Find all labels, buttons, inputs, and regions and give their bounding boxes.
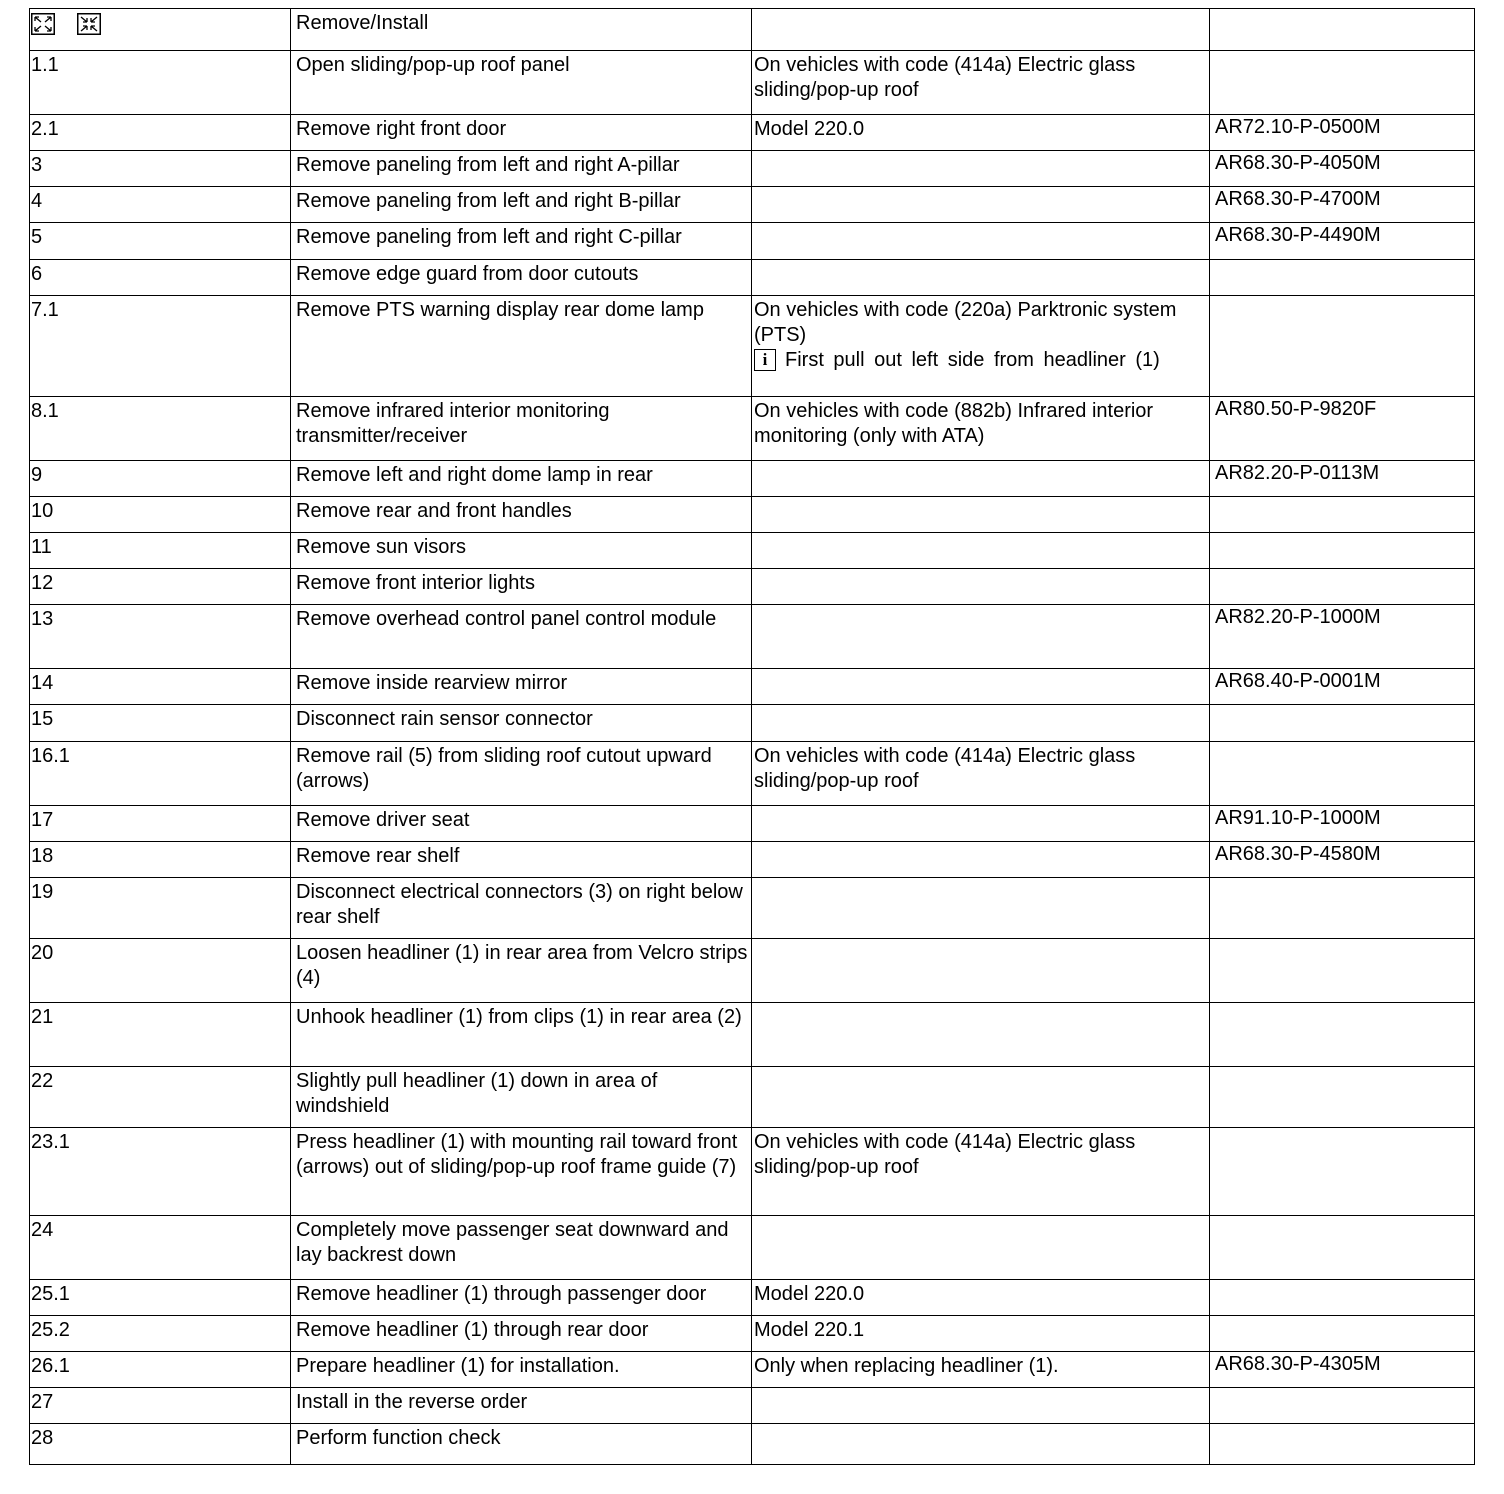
table-row bbox=[30, 533, 1475, 569]
step-action: Remove sun visors bbox=[291, 533, 752, 569]
document-reference: AR82.20-P-1000M bbox=[1210, 605, 1475, 669]
table-row bbox=[30, 187, 1475, 223]
table-row bbox=[30, 569, 1475, 605]
expand-corners-icon[interactable] bbox=[31, 13, 55, 35]
document-reference: AR68.30-P-4700M bbox=[1210, 187, 1475, 223]
step-condition: On vehicles with code (414a) Electric glass sliding/pop-up roof bbox=[752, 742, 1210, 806]
step-condition bbox=[752, 260, 1210, 296]
procedure-table-body bbox=[30, 9, 1475, 1465]
step-action: Remove paneling from left and right A-pillar bbox=[291, 151, 752, 187]
step-action: Remove paneling from left and right B-pillar bbox=[291, 187, 752, 223]
step-condition bbox=[752, 497, 1210, 533]
table-row bbox=[30, 397, 1475, 461]
document-reference: AR72.10-P-0500M bbox=[1210, 115, 1475, 151]
document-reference bbox=[1210, 1388, 1475, 1424]
table-row bbox=[30, 605, 1475, 669]
step-action: Completely move passenger seat downward and lay backrest down bbox=[291, 1216, 752, 1280]
document-reference bbox=[1210, 260, 1475, 296]
document-reference bbox=[1210, 1280, 1475, 1316]
document-reference: AR68.30-P-4050M bbox=[1210, 151, 1475, 187]
document-reference bbox=[1210, 1003, 1475, 1067]
document-reference bbox=[1210, 705, 1475, 742]
document-reference: AR68.30-P-4580M bbox=[1210, 842, 1475, 878]
condition-text: On vehicles with code (220a) Parktronic system (PTS) bbox=[754, 299, 1177, 346]
document-reference: AR80.50-P-9820F bbox=[1210, 397, 1475, 461]
document-reference: AR91.10-P-1000M bbox=[1210, 806, 1475, 842]
step-number: 5 bbox=[30, 223, 291, 260]
step-number: 23.1 bbox=[30, 1128, 291, 1216]
document-reference bbox=[1210, 569, 1475, 605]
header-label: Remove/Install bbox=[291, 9, 752, 51]
step-condition: On vehicles with code (414a) Electric glass sliding/pop-up roof bbox=[752, 51, 1210, 115]
step-number: 10 bbox=[30, 497, 291, 533]
document-reference: AR68.30-P-4490M bbox=[1210, 223, 1475, 260]
step-number: 25.1 bbox=[30, 1280, 291, 1316]
step-condition bbox=[752, 569, 1210, 605]
step-condition bbox=[752, 187, 1210, 223]
document-reference bbox=[1210, 1216, 1475, 1280]
step-number: 16.1 bbox=[30, 742, 291, 806]
step-condition bbox=[752, 669, 1210, 705]
table-row bbox=[30, 842, 1475, 878]
step-action: Remove rail (5) from sliding roof cutout upward (arrows) bbox=[291, 742, 752, 806]
step-condition bbox=[752, 1424, 1210, 1465]
step-number: 1.1 bbox=[30, 51, 291, 115]
step-condition: Model 220.1 bbox=[752, 1316, 1210, 1352]
step-condition: Model 220.0 bbox=[752, 115, 1210, 151]
header-condition-cell bbox=[752, 9, 1210, 51]
step-action: Remove right front door bbox=[291, 115, 752, 151]
table-row bbox=[30, 878, 1475, 939]
table-row bbox=[30, 497, 1475, 533]
table-row bbox=[30, 1316, 1475, 1352]
document-reference bbox=[1210, 1067, 1475, 1128]
table-row bbox=[30, 1067, 1475, 1128]
document-reference: AR68.30-P-4305M bbox=[1210, 1352, 1475, 1388]
step-number: 2.1 bbox=[30, 115, 291, 151]
step-number: 21 bbox=[30, 1003, 291, 1067]
info-note-text: First pull out left side from headliner (1) bbox=[785, 349, 1160, 371]
step-condition: On vehicles with code (882b) Infrared interior monitoring (only with ATA) bbox=[752, 397, 1210, 461]
document-reference: AR82.20-P-0113M bbox=[1210, 461, 1475, 497]
step-condition bbox=[752, 1388, 1210, 1424]
step-action: Disconnect rain sensor connector bbox=[291, 705, 752, 742]
step-number: 11 bbox=[30, 533, 291, 569]
table-row bbox=[30, 1388, 1475, 1424]
step-action: Remove headliner (1) through rear door bbox=[291, 1316, 752, 1352]
step-number: 17 bbox=[30, 806, 291, 842]
header-icons-cell bbox=[30, 9, 291, 51]
document-reference bbox=[1210, 1424, 1475, 1465]
table-row bbox=[30, 1352, 1475, 1388]
step-number: 25.2 bbox=[30, 1316, 291, 1352]
step-condition bbox=[752, 939, 1210, 1003]
document-reference bbox=[1210, 1316, 1475, 1352]
step-number: 24 bbox=[30, 1216, 291, 1280]
document-reference bbox=[1210, 1128, 1475, 1216]
step-number: 13 bbox=[30, 605, 291, 669]
step-number: 28 bbox=[30, 1424, 291, 1465]
step-number: 18 bbox=[30, 842, 291, 878]
table-row bbox=[30, 806, 1475, 842]
table-row bbox=[30, 742, 1475, 806]
table-row bbox=[30, 669, 1475, 705]
step-action: Remove PTS warning display rear dome lamp bbox=[291, 296, 752, 397]
step-action: Remove driver seat bbox=[291, 806, 752, 842]
step-condition bbox=[752, 223, 1210, 260]
step-number: 20 bbox=[30, 939, 291, 1003]
step-action: Remove left and right dome lamp in rear bbox=[291, 461, 752, 497]
procedure-table bbox=[29, 8, 1475, 1465]
step-action: Remove headliner (1) through passenger door bbox=[291, 1280, 752, 1316]
step-condition bbox=[752, 605, 1210, 669]
table-row bbox=[30, 223, 1475, 260]
step-action: Remove overhead control panel control module bbox=[291, 605, 752, 669]
step-action: Remove infrared interior monitoring transmitter/receiver bbox=[291, 397, 752, 461]
step-condition bbox=[752, 296, 1210, 397]
step-condition bbox=[752, 806, 1210, 842]
step-condition bbox=[752, 151, 1210, 187]
table-row bbox=[30, 1128, 1475, 1216]
step-action: Remove rear and front handles bbox=[291, 497, 752, 533]
step-action: Loosen headliner (1) in rear area from Velcro strips (4) bbox=[291, 939, 752, 1003]
step-number: 6 bbox=[30, 260, 291, 296]
step-number: 22 bbox=[30, 1067, 291, 1128]
header-row bbox=[30, 9, 1475, 51]
step-number: 9 bbox=[30, 461, 291, 497]
step-condition bbox=[752, 705, 1210, 742]
step-condition bbox=[752, 1067, 1210, 1128]
collapse-corners-icon[interactable] bbox=[77, 13, 101, 35]
step-number: 26.1 bbox=[30, 1352, 291, 1388]
step-number: 7.1 bbox=[30, 296, 291, 397]
document-reference bbox=[1210, 497, 1475, 533]
step-number: 3 bbox=[30, 151, 291, 187]
step-condition bbox=[752, 1003, 1210, 1067]
step-condition bbox=[752, 461, 1210, 497]
step-action: Remove rear shelf bbox=[291, 842, 752, 878]
header-ref-cell bbox=[1210, 9, 1475, 51]
document-reference bbox=[1210, 533, 1475, 569]
step-action: Press headliner (1) with mounting rail toward front (arrows) out of sliding/pop-up roof frame guide (7) bbox=[291, 1128, 752, 1216]
step-condition bbox=[752, 878, 1210, 939]
document-reference bbox=[1210, 51, 1475, 115]
step-action: Unhook headliner (1) from clips (1) in rear area (2) bbox=[291, 1003, 752, 1067]
table-row bbox=[30, 115, 1475, 151]
step-number: 12 bbox=[30, 569, 291, 605]
table-row bbox=[30, 1003, 1475, 1067]
step-number: 4 bbox=[30, 187, 291, 223]
table-row bbox=[30, 461, 1475, 497]
document-reference bbox=[1210, 939, 1475, 1003]
step-action: Remove inside rearview mirror bbox=[291, 669, 752, 705]
step-action: Perform function check bbox=[291, 1424, 752, 1465]
step-action: Install in the reverse order bbox=[291, 1388, 752, 1424]
step-condition bbox=[752, 842, 1210, 878]
table-row bbox=[30, 939, 1475, 1003]
step-action: Remove edge guard from door cutouts bbox=[291, 260, 752, 296]
step-action: Remove paneling from left and right C-pillar bbox=[291, 223, 752, 260]
step-number: 15 bbox=[30, 705, 291, 742]
step-action: Prepare headliner (1) for installation. bbox=[291, 1352, 752, 1388]
document-reference bbox=[1210, 742, 1475, 806]
document-reference bbox=[1210, 296, 1475, 397]
info-note bbox=[754, 348, 1206, 373]
step-action: Remove front interior lights bbox=[291, 569, 752, 605]
table-row bbox=[30, 296, 1475, 397]
step-condition: On vehicles with code (414a) Electric glass sliding/pop-up roof bbox=[752, 1128, 1210, 1216]
table-row bbox=[30, 1216, 1475, 1280]
document-reference: AR68.40-P-0001M bbox=[1210, 669, 1475, 705]
table-row bbox=[30, 151, 1475, 187]
step-condition: Model 220.0 bbox=[752, 1280, 1210, 1316]
step-action: Slightly pull headliner (1) down in area of windshield bbox=[291, 1067, 752, 1128]
step-action: Open sliding/pop-up roof panel bbox=[291, 51, 752, 115]
table-row bbox=[30, 1280, 1475, 1316]
document-reference bbox=[1210, 878, 1475, 939]
table-row bbox=[30, 1424, 1475, 1465]
step-number: 14 bbox=[30, 669, 291, 705]
table-row bbox=[30, 51, 1475, 115]
step-number: 27 bbox=[30, 1388, 291, 1424]
step-condition bbox=[752, 533, 1210, 569]
step-condition: Only when replacing headliner (1). bbox=[752, 1352, 1210, 1388]
step-number: 8.1 bbox=[30, 397, 291, 461]
step-condition bbox=[752, 1216, 1210, 1280]
table-row bbox=[30, 705, 1475, 742]
table-row bbox=[30, 260, 1475, 296]
step-action: Disconnect electrical connectors (3) on right below rear shelf bbox=[291, 878, 752, 939]
step-number: 19 bbox=[30, 878, 291, 939]
info-icon: i bbox=[754, 349, 776, 371]
